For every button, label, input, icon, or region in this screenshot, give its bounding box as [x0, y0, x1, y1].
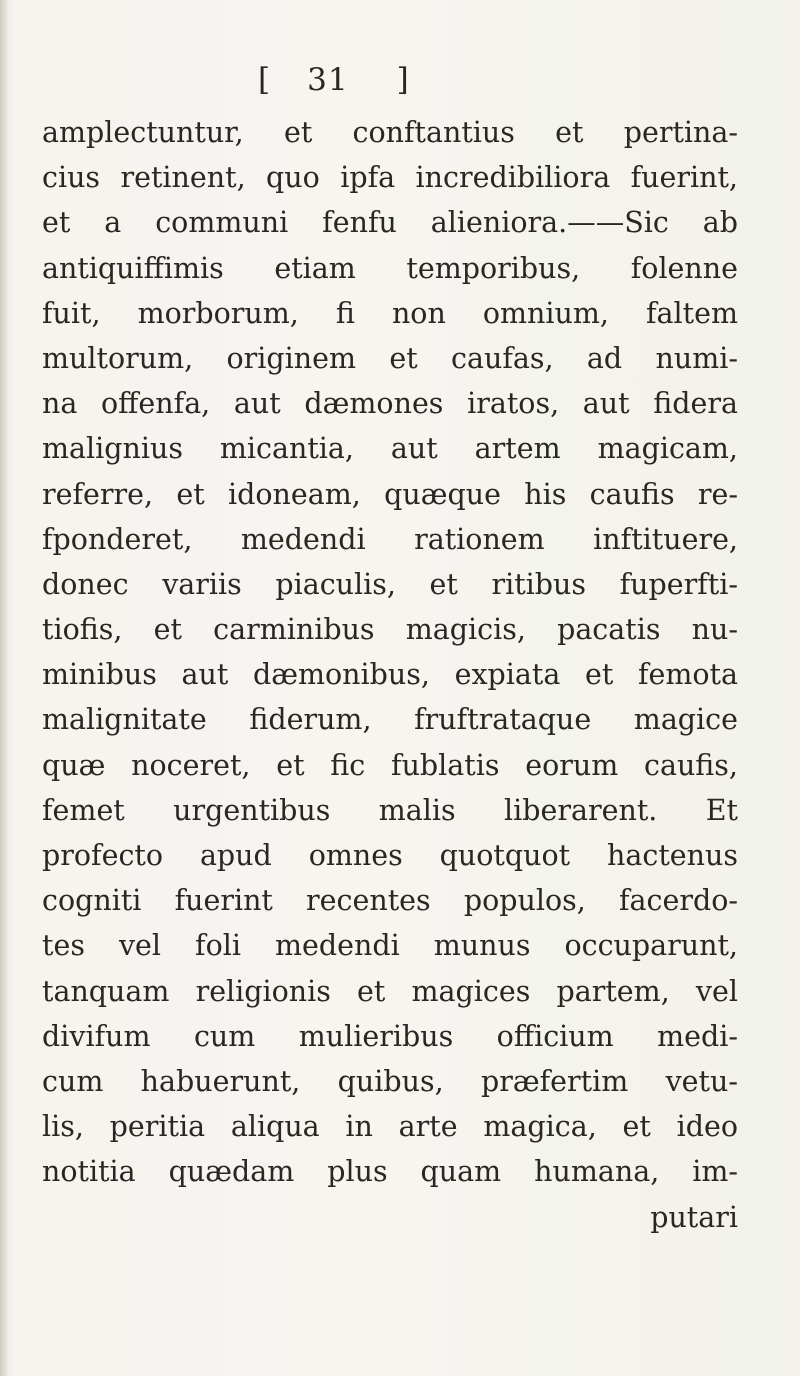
text-line: cum habuerunt, quibus, præfertim vetu- — [42, 1064, 738, 1098]
text-line: tanquam religionis et magices partem, vel — [42, 974, 738, 1008]
text-line: lis, peritia aliqua in arte magica, et ideo — [42, 1110, 738, 1144]
text-line: na offenfa, aut dæmones iratos, aut fidera — [42, 387, 738, 421]
page-spine-shadow — [0, 0, 8, 1376]
text-line: amplectuntur, et conftantius et pertina- — [42, 116, 738, 149]
text-line: multorum, originem et caufas, ad numi- — [42, 341, 738, 375]
text-line: tes vel foli medendi munus occuparunt, — [42, 929, 738, 963]
text-line: cogniti fuerint recentes populos, facerdo- — [42, 884, 738, 918]
text-line: cius retinent, quo ipfa incredibiliora fuerint, — [42, 161, 738, 195]
header-bracket-left: [ — [258, 62, 272, 98]
text-line: divifum cum mulieribus officium medi- — [42, 1019, 738, 1053]
text-line: minibus aut dæmonibus, expiata et femota — [42, 658, 738, 692]
text-line: referre, et idoneam, quæque his caufis re- — [42, 477, 738, 511]
text-line: antiquiffimis etiam temporibus, folenne — [42, 251, 738, 285]
page-number: 31 — [307, 62, 349, 98]
catchword: putari — [650, 1200, 738, 1234]
text-line: femet urgentibus malis liberarent. Et — [42, 793, 738, 827]
text-line: donec variis piaculis, et ritibus fuperfti- — [42, 567, 738, 601]
body-text — [42, 110, 738, 1240]
text-line: malignitate fiderum, fruftrataque magice — [42, 703, 738, 737]
header-bracket-right: ] — [396, 62, 410, 98]
text-line: notitia quædam plus quam humana, im- — [42, 1155, 738, 1189]
text-line: et a communi fenfu alieniora.——Sic ab — [42, 206, 738, 240]
text-line: quæ noceret, et fic fublatis eorum caufis, — [42, 748, 738, 782]
text-line: malignius micantia, aut artem magicam, — [42, 432, 738, 466]
text-line: profecto apud omnes quotquot hactenus — [42, 839, 738, 872]
page-header — [0, 62, 800, 98]
text-line: fuit, morborum, fi non omnium, faltem — [42, 296, 738, 330]
text-line: fponderet, medendi rationem inftituere, — [42, 522, 738, 556]
text-line: tiofis, et carminibus magicis, pacatis nu- — [42, 613, 738, 647]
